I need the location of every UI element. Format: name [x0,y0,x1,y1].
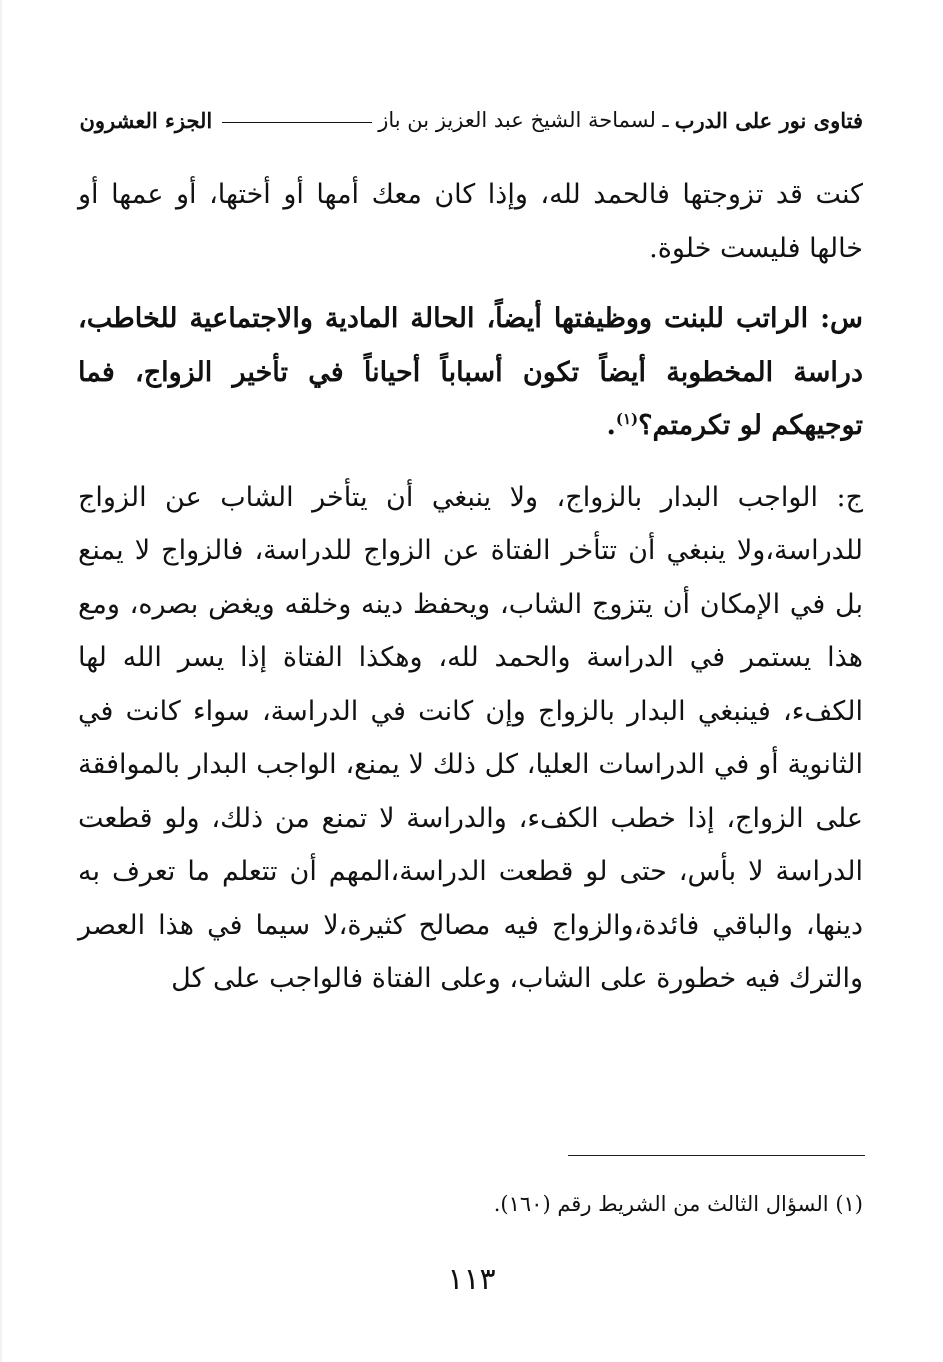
page-body [78,168,863,1006]
footnote: (١) السؤال الثالث من الشريط رقم (١٦٠). [493,1192,863,1216]
footnote-reference: (١) [615,410,639,428]
question-text: س: الراتب للبنت ووظيفتها أيضاً، الحالة المادية والاجتماعية للخاطب، دراسة المخطوبة أيضاً تكون أسباباً أحياناً في تأخير الزواج، فما توجيهكم لو تكرمتم؟ [78,303,863,441]
question-paragraph [78,292,863,453]
question-end: . [606,410,616,441]
intro-paragraph: كنت قد تزوجتها فالحمد لله، وإذا كان معك أمها أو أختها، أو عمها أو خالها فليست خلوة. [78,179,863,264]
header-rule [222,122,372,123]
footnote-separator [568,1155,865,1156]
answer-paragraph: ج: الواجب البدار بالزواج، ولا ينبغي أن يتأخر الشاب عن الزواج للدراسة،ولا ينبغي أن تتأخر الفتاة عن الزواج للدراسة، فالزواج لا يمنع بل في الإمكان أن يتزوج الشاب، ويحفظ دينه وخلقه ويغض بصره، ومع هذا يستمر في الدراسة والحمد لله، وهكذا الفتاة إذا يسر الله لها الكفء، فينبغي البدار بالزواج وإن كانت في الدراسة، سواء كانت في الثانوية أو في الدراسات العليا، كل ذلك لا يمنع، الواجب البدار بالموافقة على الزواج، إذا خطب الكفء، والدراسة لا تمنع من ذلك، ولو قطعت الدراسة لا بأس، حتى لو قطعت الدراسة،المهم أن تتعلم ما تعرف به دينها، والباقي فائدة،والزواج فيه مصالح كثيرة،لا سيما في هذا العصر والترك فيه خطورة على الشاب، وعلى الفتاة فالواجب على كل [78,481,863,994]
header-book-title: فتاوى نور على الدرب [674,107,863,133]
page-edge [0,0,2,1362]
running-header [78,100,863,140]
page-number: ١١٣ [447,1262,496,1297]
header-author: ـ لسماحة الشيخ عبد العزيز بن باز [378,108,669,132]
header-part: الجزء العشرون [79,107,213,133]
